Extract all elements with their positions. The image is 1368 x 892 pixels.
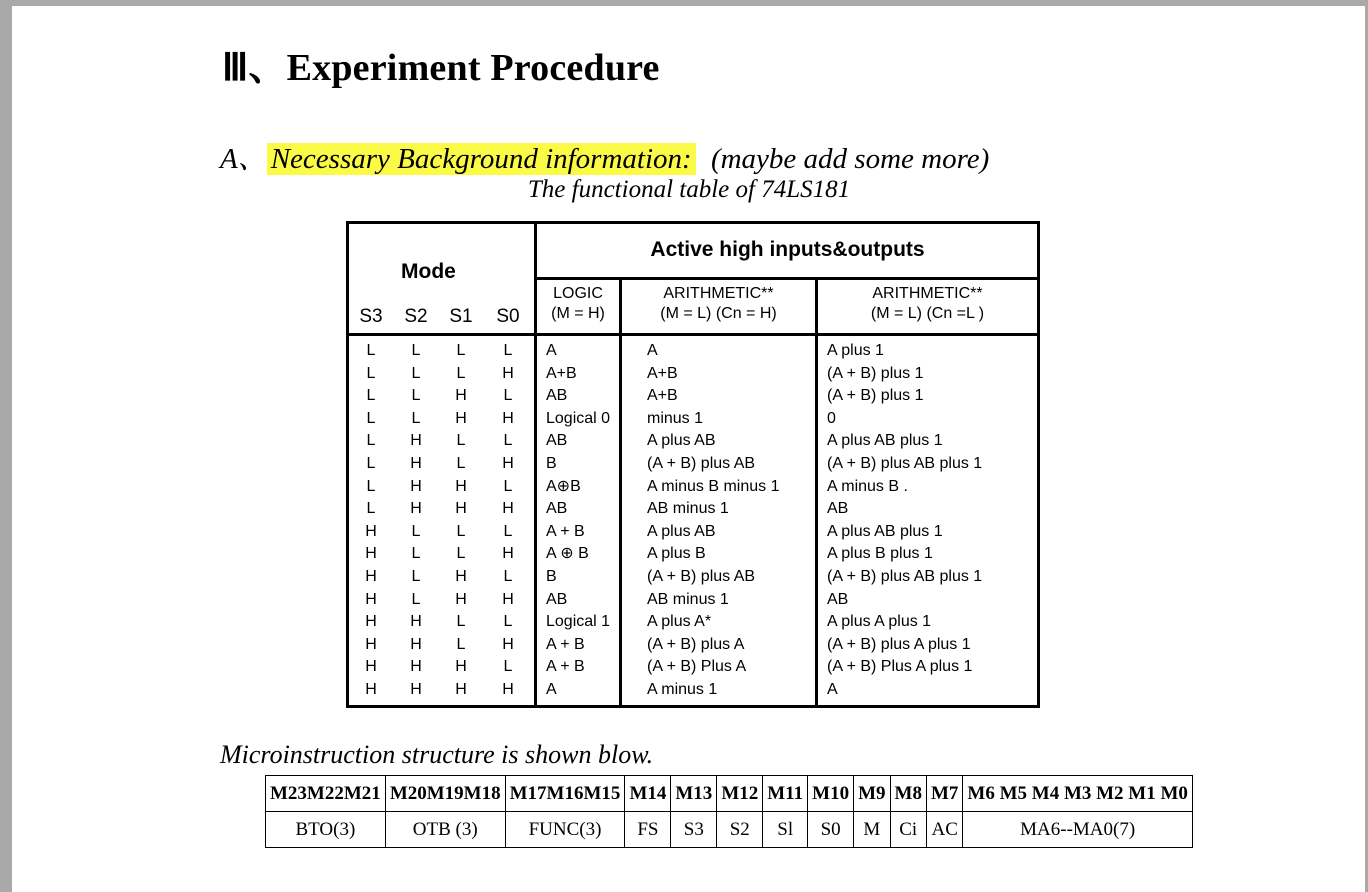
select-cell: L [366,477,376,495]
select-cell: L [411,590,421,608]
arith1-cell: AB minus 1 [647,590,729,608]
arith2-cell: A plus AB plus 1 [827,522,943,540]
arith1-header: ARITHMETIC** (M = L) (Cn = H) [660,285,777,322]
micro-caption: Microinstruction structure is shown blow. [220,740,654,769]
micro-header-cell: M23M22M21 [266,776,386,812]
window-left-border [0,0,12,892]
micro-header-cell: M11 [763,776,808,812]
select-header-s1: S1 [449,306,473,327]
arith2-header: ARITHMETIC** (M = L) (Cn =L ) [870,285,985,322]
select-cell: L [503,568,513,585]
select-cell: L [366,409,376,427]
micro-header-cell: M13 [671,776,717,812]
select-cell: L [503,477,513,495]
logic-cell: AB [546,387,568,405]
micro-header-row [266,776,1193,812]
arith2-cell: A plus AB plus 1 [827,432,943,450]
micro-value-cell: Sl [763,812,808,848]
window-top-border [0,0,1368,6]
select-cell: H [502,681,514,698]
select-cell: H [410,613,422,631]
divider-header-top [534,277,1037,280]
arith1-cell: minus 1 [647,409,704,427]
select-cell: L [503,342,513,359]
micro-header-cell: M20M19M18 [385,776,505,812]
select-cell: L [411,387,421,405]
arith1-cell: AB minus 1 [647,500,729,518]
arith1-cell: A minus B minus 1 [647,477,780,495]
micro-value-row [266,812,1193,848]
arith2-cell: (A + B) Plus A plus 1 [827,658,973,676]
micro-value-cell: FUNC(3) [505,812,625,848]
divider-logic [619,279,622,705]
subheading-note: (maybe add some more) [710,143,990,175]
micro-header-cell: M7 [926,776,962,812]
arith1-cell: A plus B [647,545,706,563]
select-cell: H [502,590,514,608]
arith1-cell: A+B [647,364,678,382]
micro-value-cell: MA6--MA0(7) [963,812,1193,848]
arith2-cell: 0 [827,409,836,427]
select-cell: H [455,658,467,676]
arith1-cell: (A + B) plus AB [647,455,756,472]
select-cell: L [456,613,466,631]
logic-cell: Logical 0 [546,409,611,427]
logic-cell: A ⊕ B [546,545,589,563]
select-cell: L [411,342,421,359]
arith1-cell: A plus AB [647,522,716,540]
arith1-cell: (A + B) plus AB [647,568,756,585]
select-cell: L [503,658,513,676]
select-cell: H [410,681,422,698]
select-cell: L [456,342,466,359]
subheading [220,136,989,177]
select-cell: L [503,387,513,405]
micro-value-cell: FS [625,812,671,848]
arith1-cell: A plus A* [647,613,712,631]
select-cell: H [365,590,377,608]
logic-cell: B [546,568,557,585]
select-cell: L [366,455,376,472]
select-cell: H [502,364,514,382]
arith1-cell: A [647,342,658,359]
select-cell: L [456,432,466,450]
select-cell: H [410,635,422,653]
select-header-s2: S2 [404,306,428,327]
mode-title: Mode [401,260,456,283]
select-cell: H [365,658,377,676]
select-cell: H [365,568,377,585]
micro-header-cell: M9 [854,776,890,812]
select-cell: L [411,545,421,563]
logic-cell: A [546,681,557,698]
select-cell: H [502,500,514,518]
select-cell: L [366,500,376,518]
logic-cell: A + B [546,658,585,676]
arith1-cell: A+B [647,387,678,405]
arith1-cell: A minus 1 [647,681,718,698]
logic-cell: A + B [546,522,585,540]
select-cell: H [365,635,377,653]
select-cell: H [410,500,422,518]
micro-value-cell: S0 [808,812,854,848]
select-cell: L [366,342,376,359]
function-table-74ls181 [346,221,1040,708]
arith2-cell: A minus B . [827,477,908,495]
select-cell: H [502,409,514,427]
select-cell: H [455,681,467,698]
select-cell: L [411,522,421,540]
select-cell: H [455,568,467,585]
select-cell: H [455,477,467,495]
select-cell: H [410,477,422,495]
select-cell: L [411,568,421,585]
divider-header-bottom [349,333,1037,336]
arith1-cell: (A + B) Plus A [647,658,747,676]
select-cell: H [365,613,377,631]
arith2-cell: A plus B plus 1 [827,545,933,563]
select-cell: H [365,681,377,698]
logic-cell: B [546,455,557,472]
select-cell: L [366,364,376,382]
select-cell: H [365,545,377,563]
select-cell: H [410,658,422,676]
select-cell: L [456,635,466,653]
micro-value-cell: M [854,812,890,848]
arith2-cell: (A + B) plus AB plus 1 [827,568,983,585]
arith2-cell: A plus 1 [827,342,884,359]
arith2-cell: (A + B) plus 1 [827,387,924,405]
micro-header-cell: M12 [717,776,763,812]
arith2-cell: A plus A plus 1 [827,613,932,631]
select-cell: L [503,432,513,450]
select-cell: H [455,590,467,608]
select-cell: H [502,455,514,472]
arith2-cell: AB [827,500,849,518]
arith1-cell: (A + B) plus A [647,635,745,653]
micro-value-cell: S3 [671,812,717,848]
select-cell: L [456,522,466,540]
logic-cell: AB [546,590,568,608]
subheading-highlight: Necessary Background information: [267,143,696,175]
divider-arith [815,279,818,705]
select-cell: L [411,364,421,382]
select-header-s3: S3 [359,306,383,327]
micro-value-cell: AC [926,812,962,848]
micro-header-cell: M6 M5 M4 M3 M2 M1 M0 [963,776,1193,812]
section-heading: Ⅲ、Experiment Procedure [222,47,660,89]
micro-header-cell: M17M16M15 [505,776,625,812]
select-cell: L [503,522,513,540]
select-cell: H [455,500,467,518]
logic-cell: A+B [546,364,577,382]
logic-cell: AB [546,432,568,450]
select-cell: L [503,613,513,631]
select-cell: L [366,432,376,450]
micro-header-cell: M14 [625,776,671,812]
arith2-cell: (A + B) plus A plus 1 [827,635,971,653]
select-cell: L [456,545,466,563]
microinstruction-table [265,775,1193,848]
subheading-prefix: A、 [220,143,267,175]
select-cell: L [456,455,466,472]
micro-value-cell: OTB (3) [385,812,505,848]
table-caption: The functional table of 74LS181 [527,176,851,203]
logic-cell: A⊕B [546,477,581,495]
logic-header: LOGIC (M = H) [551,285,605,322]
micro-value-cell: Ci [890,812,926,848]
select-cell: L [366,387,376,405]
arith2-cell: (A + B) plus AB plus 1 [827,455,983,472]
logic-cell: A [546,342,557,359]
select-cell: H [455,409,467,427]
micro-header-cell: M10 [808,776,854,812]
select-cell: H [502,545,514,563]
active-title: Active high inputs&outputs [650,238,925,261]
select-cell: H [455,387,467,405]
micro-header-cell: M8 [890,776,926,812]
select-cell: H [410,432,422,450]
arith2-cell: (A + B) plus 1 [827,364,924,382]
select-cell: H [410,455,422,472]
logic-cell: Logical 1 [546,613,611,631]
arith1-cell: A plus AB [647,432,716,450]
select-cell: H [365,522,377,540]
arith2-cell: A [827,681,838,698]
select-cell: H [502,635,514,653]
select-header-s0: S0 [496,306,520,327]
select-cell: L [456,364,466,382]
micro-value-cell: BTO(3) [266,812,386,848]
arith2-cell: AB [827,590,849,608]
micro-value-cell: S2 [717,812,763,848]
logic-cell: AB [546,500,568,518]
logic-cell: A + B [546,635,585,653]
select-cell: L [411,409,421,427]
